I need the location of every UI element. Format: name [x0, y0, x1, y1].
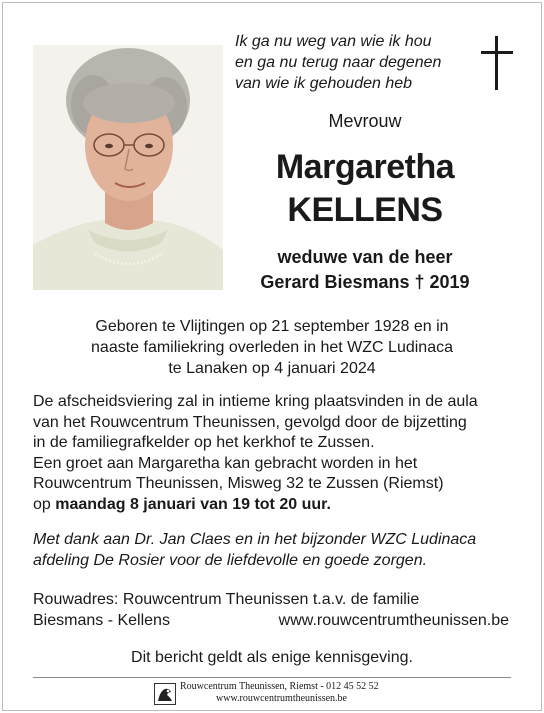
details-line: Geboren te Vlijtingen op 21 september 1928 en in: [95, 318, 449, 335]
widow-line: weduwe van de heer: [277, 247, 453, 267]
ceremony-line: De afscheidsviering zal in intieme kring plaatsvinden in de aula: [33, 393, 478, 410]
ceremony-line: van het Rouwcentrum Theunissen, gevolgd door de bijzetting: [33, 413, 467, 431]
ceremony-line: Rouwcentrum Theunissen, Misweg 32 te Zussen (Riemst): [33, 475, 444, 492]
details-line: te Lanaken op 4 januari 2024: [168, 360, 376, 377]
portrait-photo: [33, 45, 223, 290]
family-name: Biesmans - Kellens: [33, 612, 170, 629]
birth-death-details: [30, 316, 514, 379]
ceremony-date-prefix: op: [33, 495, 51, 513]
honorific: Mevrouw: [328, 111, 402, 131]
latin-cross-icon: [481, 36, 513, 90]
poem-line: Ik ga nu weg van wie ik hou: [235, 33, 432, 50]
deceased-first-name: Margaretha: [275, 148, 455, 186]
spouse-line: Gerard Biesmans † 2019: [260, 272, 470, 292]
address-line: Rouwadres: Rouwcentrum Theunissen t.a.v. de familie: [33, 591, 420, 608]
footer-contact: [180, 681, 420, 704]
ceremony-details: [33, 392, 513, 515]
funeral-home-logo-icon: [154, 683, 176, 705]
poem-verse: [235, 31, 485, 94]
footer-line-2: www.rouwcentrumtheunissen.be: [216, 692, 347, 704]
ceremony-date: maandag 8 januari van 19 tot 20 uur.: [55, 495, 331, 513]
poem-line: en ga nu terug naar degenen: [235, 54, 442, 71]
ceremony-date-line: [33, 495, 513, 516]
details-line: naaste familiekring overleden in het WZC Ludinaca: [91, 339, 453, 356]
thanks-line: Met dank aan Dr. Jan Claes en in het bijzonder WZC Ludinaca: [33, 531, 477, 548]
poem-line: van wie ik gehouden heb: [235, 75, 413, 92]
ceremony-line: in de familiegrafkelder op het kerkhof te Zussen.: [33, 434, 375, 451]
website-link[interactable]: www.rouwcentrumtheunissen.be: [278, 612, 509, 629]
mourning-address: [33, 589, 509, 631]
address-row: [33, 610, 509, 631]
ceremony-line: Een groet aan Margaretha kan gebracht worden in het: [33, 454, 418, 472]
footer-line-1: Rouwcentrum Theunissen, Riemst - 012 45 52 52: [180, 681, 379, 692]
thanks-message: [33, 530, 513, 571]
thanks-line: afdeling De Rosier voor de liefdevolle en goede zorgen.: [33, 551, 428, 569]
deceased-last-name: KELLENS: [287, 191, 443, 229]
notice-text: Dit bericht geldt als enige kennisgeving.: [131, 649, 413, 666]
footer-divider: [33, 677, 511, 678]
